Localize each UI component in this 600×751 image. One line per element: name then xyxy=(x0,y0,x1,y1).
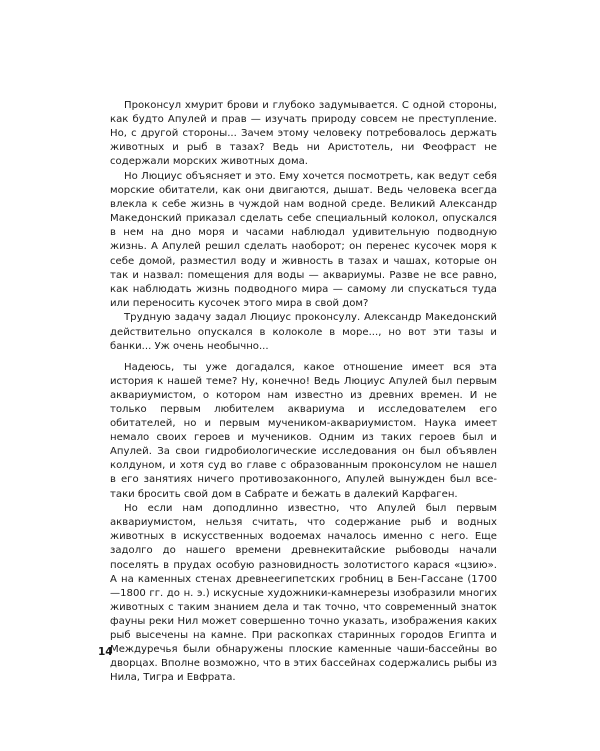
page-text xyxy=(110,99,497,685)
paragraph-3: Трудную задачу задал Люциус проконсулу. Александр Македонский действительно опускался в колоколе в море..., но вот эти тазы и банки... Уж очень необычно... xyxy=(110,312,497,352)
paragraph-2: Но Люциус объясняет и это. Ему хочется посмотреть, как ведут себя морские обитатели, как они двигаются, дышат. Ведь человека всегда влекла к себе жизнь в чуждой нам водной среде. Великий Александр Македонский приказал сделать себе специальный колокол, опускался в нем на дно моря и часами наблюдал удивительную подводную жизнь. А Апулей решил сделать наоборот; он перенес кусочек моря к себе домой, разместил воду и живность в тазах и чашах, которые он так и назвал: помещения для воды — аквариумы. Разве не все равно, как наблюдать жизнь подводного мира — самому ли спускаться туда или переносить кусочек этого мира в свой дом? xyxy=(110,170,497,309)
paragraph-1: Проконсул хмурит брови и глубоко задумывается. С одной стороны, как будто Апулей и прав — изучать природу совсем не преступление. Но, с другой стороны... Зачем этому человеку потребовалось держать животных и рыб в тазах? Ведь ни Аристотель, ни Феофраст не содержали морских животных дома. xyxy=(110,100,497,168)
paragraph-5: Но если нам доподлинно известно, что Апулей был первым аквариумистом, нельзя считать, что содержание рыб и водных животных в искусственных водоемах началось именно с него. Еще задолго до нашего времени древнекитайские рыбоводы начали поселять в прудах особую разновидность золотистого карася «цзию». А на каменных стенах древнеегипетских гробниц в Бен-Гассане (1700—1800 гг. до н. э.) искусные художники-камнерезы изобразили многих животных с таким знанием дела и так точно, что современный знаток фауны реки Нил может совершенно точно указать, изображения каких рыб высечены на камне. При раскопках старинных городов Египта и Междуречья были обнаружены плоские каменные чаши-бассейны во дворцах. Вполне возможно, что в этих бассейнах содержались рыбы из Нила, Тигра и Евфрата. xyxy=(110,503,497,684)
page-number: 14 xyxy=(98,646,113,658)
paragraph-4: Надеюсь, ты уже догадался, какое отношение имеет вся эта история к нашей теме? Ну, конечно! Ведь Люциус Апулей был первым аквариумистом, о котором нам известно из древних времен. И не только первым любителем аквариума и исследователем его обитателей, но и первым мучеником-аквариумистом. Наука имеет немало своих героев и мучеников. Одним из таких героев был и Апулей. За свои гидробиологические исследования он был объявлен колдуном, и хотя суд во главе с образованным проконсулом не нашел в его занятиях ничего противозаконного, Апулей вынужден был все-таки бросить свой дом в Сабрате и бежать в далекий Карфаген. xyxy=(110,361,497,500)
